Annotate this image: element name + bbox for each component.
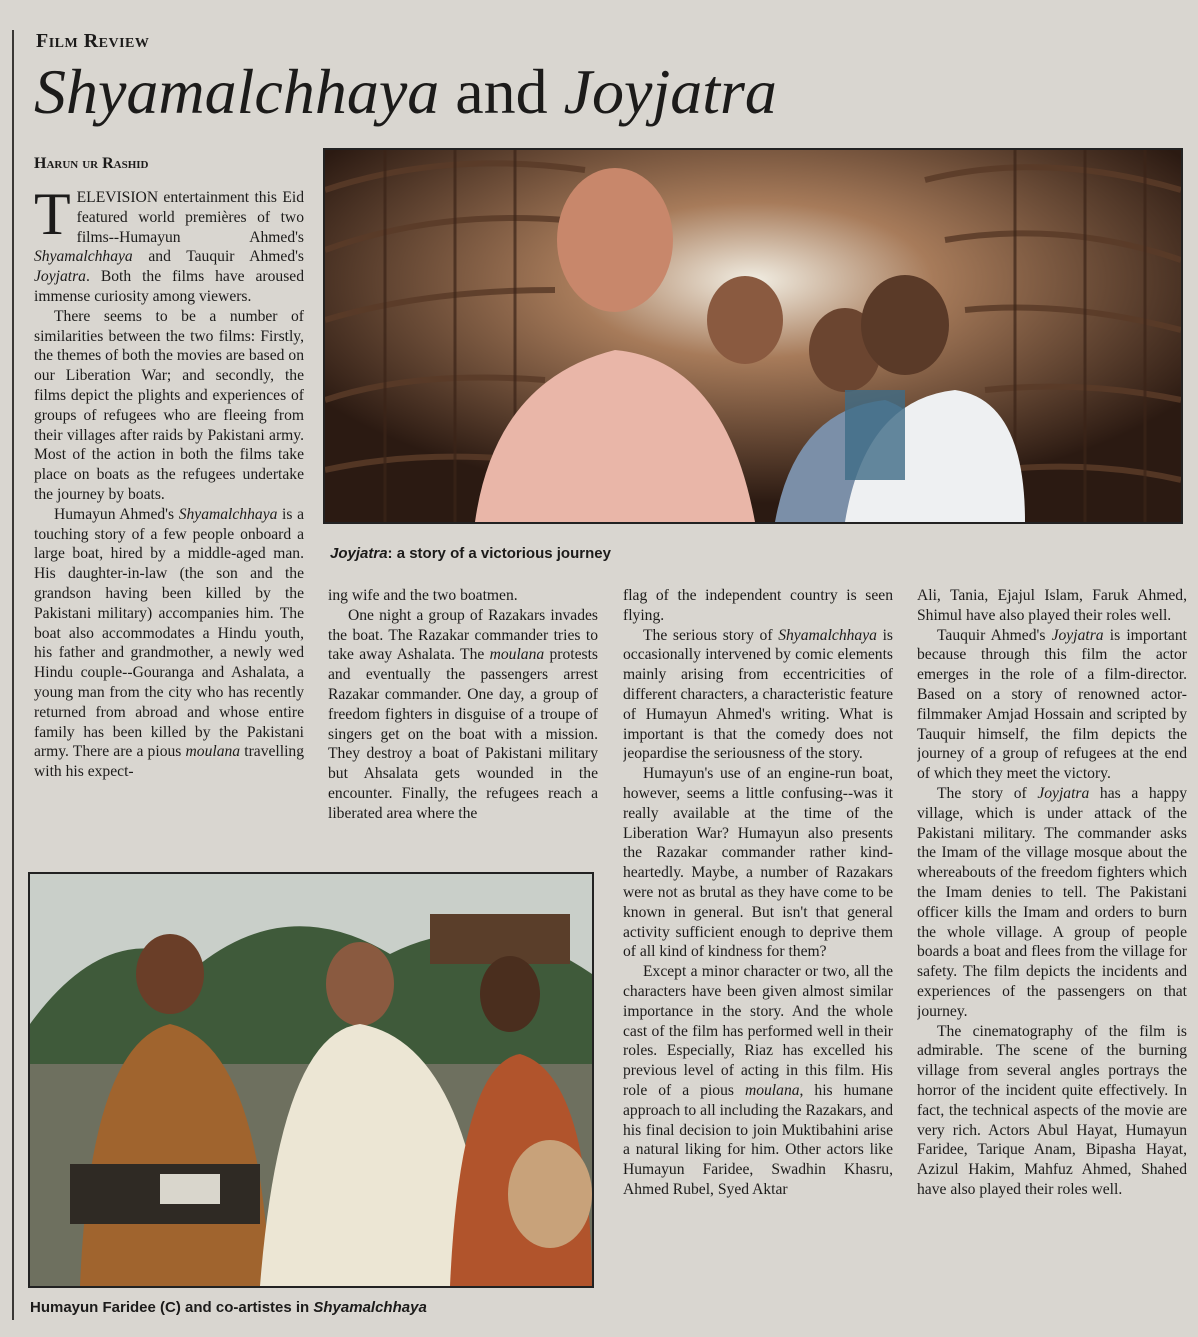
paragraph: Ali, Tania, Ejajul Islam, Faruk Ahmed, Shimul have also played their roles well.	[917, 587, 1187, 624]
photo-caption-bottom: Humayun Faridee (C) and co-artistes in Shyamalchhaya	[30, 1299, 427, 1316]
photo-shyamalchhaya-cast	[28, 872, 594, 1288]
paragraph: Tauquir Ahmed's Joyjatra is important because through this film the actor emerges in the role of a film-director. Based on a story of renowned actor-filmmaker Amjad Hossain and scripted by Tauquir himself, the film depicts the journey of a group of refugees at the end of which they meet the victory.	[917, 626, 1187, 783]
section-kicker: Film Review	[36, 30, 150, 52]
paragraph: The cinematography of the film is admirable. The scene of the burning village from several angles portrays the horror of the incident quite effectively. In fact, the technical aspects of the movie are very rich. Actors Abul Hayat, Humayun Faridee, Tarique Anam, Bipasha Hayat, Azizul Hakim, Mahfuz Ahmed, Shahed have also played their roles well.	[917, 1022, 1187, 1198]
cast-illustration	[30, 874, 592, 1286]
paragraph: ing wife and the two boatmen.	[328, 587, 518, 604]
column-rule	[12, 30, 14, 1320]
boat-interior-illustration	[325, 150, 1181, 522]
paragraph: flag of the independent country is seen flying.	[623, 587, 893, 624]
paragraph: Except a minor character or two, all the characters have been given almost similar importance in the story. And the whole cast of the film has performed well in their roles. Especially, Riaz has excelled his previous level of acting in this film. His role of a pious moulana, his humane approach to all including the Razakars, and his final decision to join Muktibahini arise a natural liking for him. Other actors like Humayun Faridee, Swadhin Khasru, Ahmed Rubel, Syed Aktar	[623, 963, 893, 1198]
byline: Harun ur Rashid	[34, 155, 149, 172]
drop-cap: T	[34, 188, 71, 247]
photo-joyjatra-boat	[323, 148, 1183, 524]
paragraph: There seems to be a number of similarities between the two films: Firstly, the themes of both the movies are based on our Liberation War; and secondly, the films depict the plights and experiences of groups of refugees who are fleeing from their villages after raids by Pakistani army. Most of the action in both the films take place on boats as the refugees undertake the journey by boats.	[34, 307, 304, 503]
article-column-4	[917, 586, 1187, 1326]
article-column-3	[623, 586, 893, 1326]
paragraph: The story of Joyjatra has a happy village, which is under attack of the Pakistani military. The commander asks the Imam of the village mosque about the whereabouts of the freedom fighters which the Imam denies to tell. The Pakistani officer kills the Imam and orders to burn the whole village. A group of people boards a boat and flees from the village for safety. The film depicts the incidents and experiences of the passengers on that journey.	[917, 784, 1187, 1020]
headline-conjunction: and	[439, 56, 564, 127]
paragraph: TELEVISION entertainment this Eid featured world premières of two films--Humayun Ahmed's Shyamalchhaya and Tauquir Ahmed's Joyjatra. Both the films have aroused immense curiosity among viewers.	[34, 188, 304, 305]
headline	[34, 56, 777, 128]
paragraph: One night a group of Razakars invades the boat. The Razakar commander tries to take away Ashalata. The moulana protests and eventually the passengers arrest Razakar commander. One day, a group of freedom fighters in disguise of a troupe of singers get on the boat with a mission. They destroy a boat of Pakistani military but Ahsalata gets wounded in the encounter. Finally, the refugees reach a liberated area where the	[328, 606, 598, 822]
headline-title-2: Joyjatra	[563, 56, 777, 127]
article-column-1	[34, 188, 304, 868]
photo-caption-top: Joyjatra: a story of a victorious journey	[330, 545, 611, 562]
paragraph: Humayun Ahmed's Shyamalchhaya is a touching story of a few people onboard a large boat, hired by a middle-aged man. His daughter-in-law (the son and the grandson having been killed by the Pakistani military) accompanies him. The boat also accommodates a Hindu youth, his father and grandmother, a newly wed Hindu couple--Gouranga and Ashalata, a young man from the city who has recently returned from abroad and whose entire family has been killed by the Pakistani army. There are a pious moulana travelling with his expect-	[34, 505, 304, 781]
headline-title-1: Shyamalchhaya	[34, 56, 440, 127]
article-column-2	[328, 586, 598, 866]
paragraph: Humayun's use of an engine-run boat, however, seems a little confusing--was it really available at the time of the Liberation War? Humayun also presents the Razakar commander rather kind-heartedly. Maybe, a number of Razakars were not as brutal as they have come to be known in general. But isn't that general activity sufficient enough to deprive them of all kind of kindness for them?	[623, 765, 893, 961]
paragraph: The serious story of Shyamalchhaya is occasionally intervened by comic elements mainly arising from eccentricities of different characters, a characteristic feature of Humayun Ahmed's writing. What is important is that the comedy does not jeopardise the seriousness of the story.	[623, 626, 893, 763]
